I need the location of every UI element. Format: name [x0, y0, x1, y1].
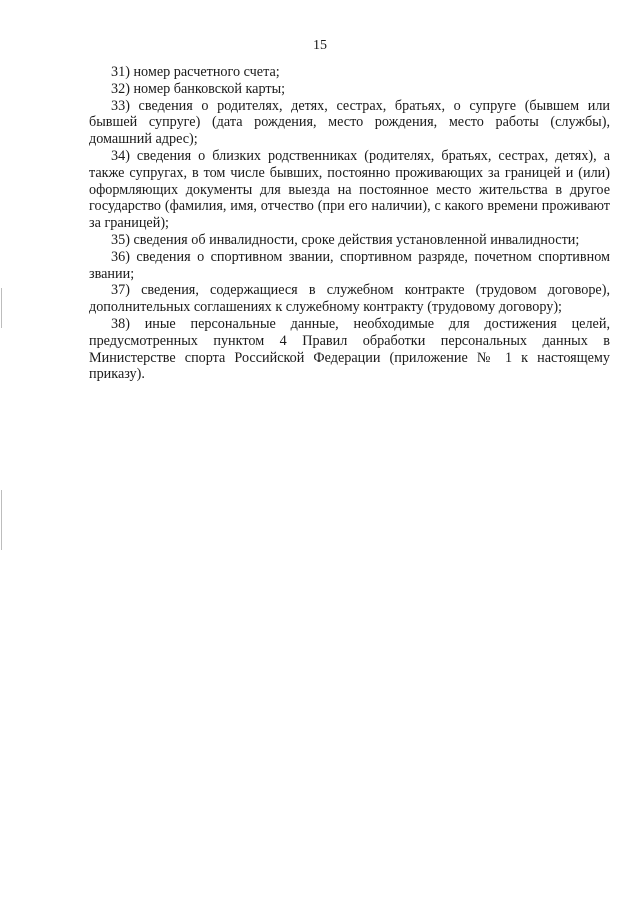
- list-item-33: 33) сведения о родителях, детях, сестрах, братьях, о супруге (бывшем или бывшей супруге) (дата рождения, место рождения, место работы (службы), домашний адрес);: [89, 97, 610, 148]
- list-item-31: 31) номер расчетного счета;: [111, 64, 280, 80]
- list-item-38: 38) иные персональные данные, необходимые для достижения целей, предусмотренных пунктом 4 Правил обработки персональных данных в Министерстве спорта Российской Федерации (приложение № 1 к настоящему приказу).: [89, 315, 610, 383]
- document-body: [89, 64, 610, 383]
- list-item-32: 32) номер банковской карты;: [111, 80, 286, 97]
- scan-edge-mark: [1, 288, 2, 328]
- list-item-36: 36) сведения о спортивном звании, спортивном разряде, почетном спортивном звании;: [89, 248, 610, 282]
- list-item-34: 34) сведения о близких родственниках (родителях, братьях, сестрах, детях), а также супругах, в том числе бывших, постоянно проживающих за границей и (или) оформляющих документы для выезда на постоянное место жительства в другое государство (фамилия, имя, отчество (при его наличии), с какого времени проживают за границей);: [89, 147, 610, 232]
- page-number: 15: [313, 38, 327, 53]
- list-item-35: 35) сведения об инвалидности, сроке действия установленной инвалидности;: [111, 231, 580, 248]
- list-item-37: 37) сведения, содержащиеся в служебном контракте (трудовом договоре), дополнительных соглашениях к служебному контракту (трудовому договору);: [89, 282, 610, 316]
- scan-edge-mark: [1, 490, 2, 550]
